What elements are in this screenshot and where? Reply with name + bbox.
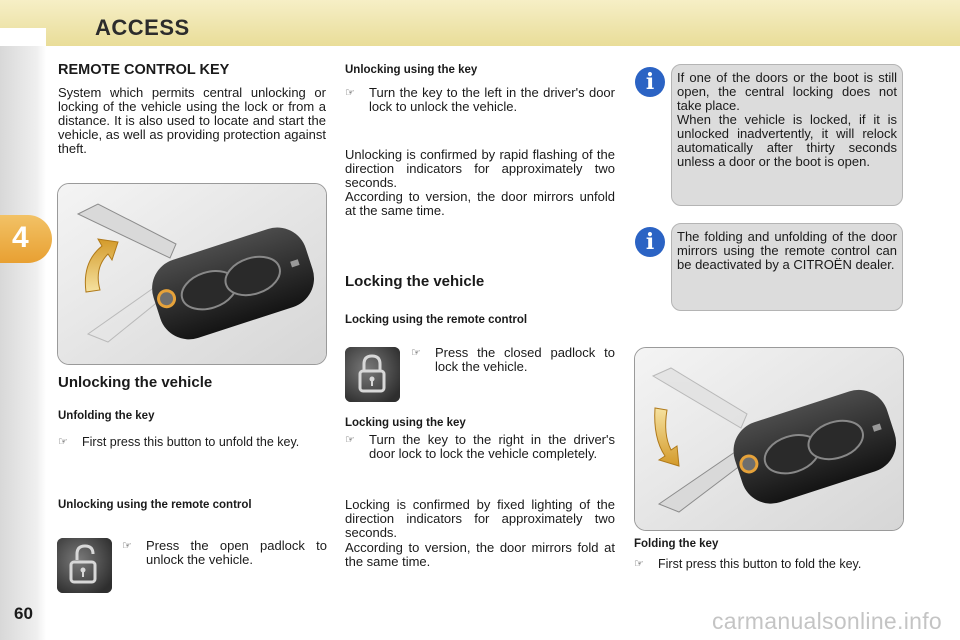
pointing-hand-icon: ☞ (634, 558, 644, 570)
unlocking-heading: Unlocking the vehicle (58, 374, 213, 391)
unlock-mirrors-text: According to version, the door mirrors unfold at the same time. (345, 189, 615, 218)
remote-control-key-heading: REMOTE CONTROL KEY (58, 62, 230, 78)
info-relock-text: When the vehicle is locked, if it is unlocked inadvertently, it will relock automatically after thirty seconds unless a door or the boot is open. (677, 112, 897, 169)
info-box-central-locking (671, 64, 903, 206)
pointing-hand-icon: ☞ (345, 434, 355, 446)
pointing-hand-icon: ☞ (345, 87, 355, 99)
info-mirrors-text: The folding and unfolding of the door mirrors using the remote control can be deactivated by a CITROËN dealer. (677, 229, 897, 272)
fold-key-instruction: ☞ First press this button to fold the key. (634, 557, 862, 571)
lock-confirm-text: Locking is confirmed by fixed lighting of the direction indicators for approximately two seconds. (345, 497, 615, 540)
open-padlock-button-photo (57, 538, 112, 593)
page-title: ACCESS (95, 15, 190, 40)
unlocking-remote-heading: Unlocking using the remote control (58, 499, 252, 511)
lock-remote-instruction: ☞ Press the closed padlock to lock the vehicle. (411, 345, 615, 374)
closed-padlock-button-photo (345, 347, 400, 402)
unfold-key-instruction: ☞ First press this button to unfold the key. (58, 435, 300, 449)
info-icon: i (635, 67, 665, 97)
unlocking-key-heading: Unlocking using the key (345, 64, 478, 76)
unlock-remote-instruction: ☞ Press the open padlock to unlock the vehicle. (122, 538, 327, 567)
lock-key-instruction: ☞ Turn the key to the right in the driver's door lock to lock the vehicle completely. (345, 432, 615, 461)
locking-remote-heading: Locking using the remote control (345, 314, 528, 326)
key-unfold-photo (57, 183, 327, 365)
info-icon: i (635, 227, 665, 257)
lock-mirrors-text: According to version, the door mirrors fold at the same time. (345, 540, 615, 569)
pointing-hand-icon: ☞ (411, 347, 421, 359)
page-number: 60 (14, 604, 33, 623)
chapter-tab[interactable] (0, 215, 52, 263)
unlock-key-instruction: ☞ Turn the key to the left in the driver's door lock to unlock the vehicle. (345, 85, 615, 114)
unfolding-key-heading: Unfolding the key (58, 410, 155, 422)
side-strip (0, 46, 46, 640)
info-central-locking-text: If one of the doors or the boot is still open, the central locking does not take place. (677, 70, 897, 113)
key-fold-photo (634, 347, 904, 531)
locking-heading: Locking the vehicle (345, 273, 485, 290)
header-band (0, 0, 960, 46)
watermark: carmanualsonline.info (711, 608, 942, 634)
pointing-hand-icon: ☞ (58, 436, 68, 448)
remote-intro-text: System which permits central unlocking or locking of the vehicle using the lock or from a distance. It is also used to locate and start the vehicle, as well as providing protection against theft. (58, 85, 326, 156)
header-corner (0, 28, 46, 46)
unlock-confirm-text: Unlocking is confirmed by rapid flashing of the direction indicators for approximately two seconds. (345, 147, 615, 190)
chapter-number: 4 (12, 221, 29, 254)
pointing-hand-icon: ☞ (122, 540, 132, 552)
locking-key-heading: Locking using the key (345, 417, 466, 429)
folding-key-heading: Folding the key (634, 538, 719, 550)
info-box-mirrors (671, 223, 903, 311)
